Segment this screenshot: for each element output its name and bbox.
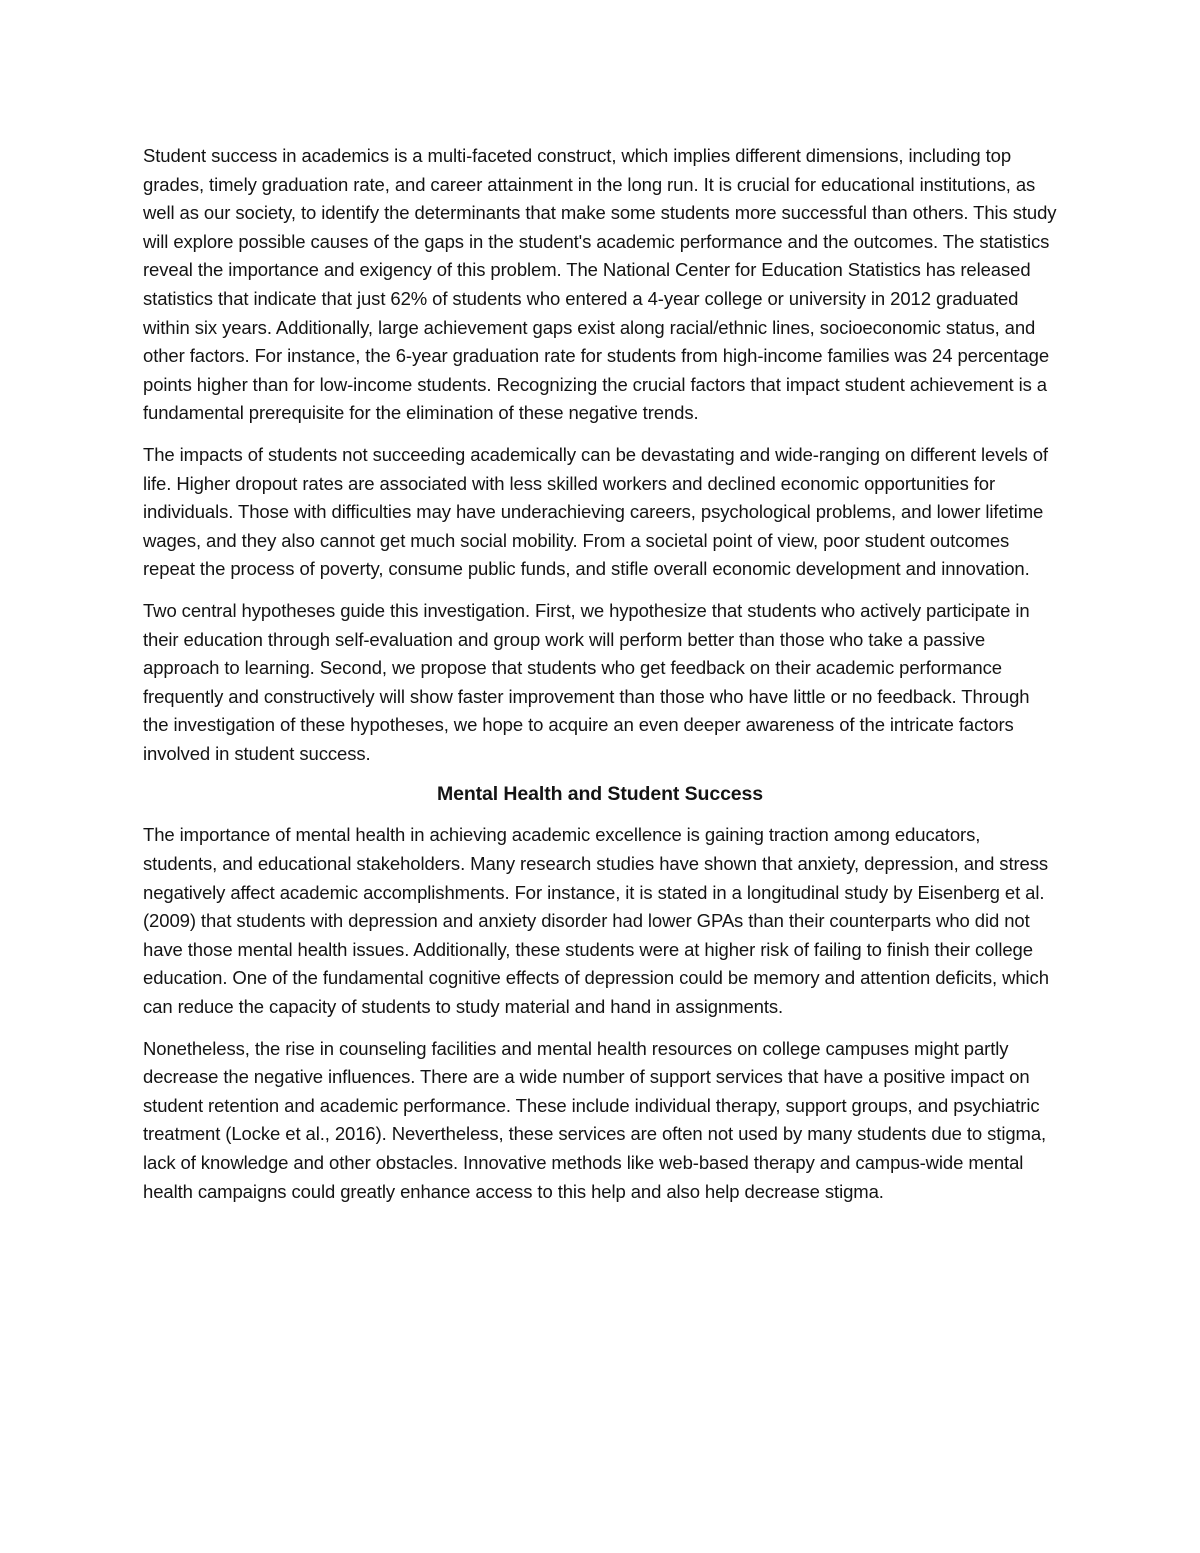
paragraph-counseling-resources: Nonetheless, the rise in counseling facilities and mental health resources on college campuses might partly decrease the negative influences. There are a wide number of support services that have a positive impact on student retention and academic performance. These include individual therapy, support groups, and psychiatric treatment (Locke et al., 2016). Nevertheless, these services are often not used by many students due to stigma, lack of knowledge and other obstacles. Innovative methods like web-based therapy and campus-wide mental health campaigns could greatly enhance access to this help and also help decrease stigma. [143,1037,1047,1202]
paragraph-hypotheses: Two central hypotheses guide this investigation. First, we hypothesize that students who actively participate in their education through self-evaluation and group work will perform better than those who take a passive approach to learning. Second, we propose that students who get feedback on their academic performance frequently and constructively will show faster improvement than those who have little or no feedback. Through the investigation of these hypotheses, we hope to acquire an even deeper awareness of the intricate factors involved in student success. [143,599,1030,764]
paragraph-student-success-intro: Student success in academics is a multi-faceted construct, which implies different dimensions, including top grades, timely graduation rate, and career attainment in the long run. It is crucial for educational institutions, as well as our society, to identify the determinants that make some students more successful than others. This study will explore possible causes of the gaps in the student's academic performance and the outcomes. The statistics reveal the importance and exigency of this problem. The National Center for Education Statistics has released statistics that indicate that just 62% of students who entered a 4-year college or university in 2012 graduated within six years. Additionally, large achievement gaps exist along racial/ethnic lines, socioeconomic status, and other factors. For instance, the 6-year graduation rate for students from high-income families was 24 percentage points higher than for low-income students. Recognizing the crucial factors that impact student achievement is a fundamental prerequisite for the elimination of these negative trends. [143,145,1057,424]
paragraph-mental-health-importance: The importance of mental health in achieving academic excellence is gaining traction among educators, students, and educational stakeholders. Many research studies have shown that anxiety, depression, and stress negatively affect academic accomplishments. For instance, it is stated in a longitudinal study by Eisenberg et al. (2009) that students with depression and anxiety disorder had lower GPAs than their counterparts who did not have those mental health issues. Additionally, these students were at higher risk of failing to finish their college education. One of the fundamental cognitive effects of depression could be memory and attention deficits, which can reduce the capacity of students to study material and hand in assignments. [143,824,1049,1018]
section-heading-mental-health: Mental Health and Student Success [436,783,764,806]
paragraph-impacts: The impacts of students not succeeding academically can be devastating and wide-ranging on different levels of life. Higher dropout rates are associated with less skilled workers and declined economic opportunities for individuals. Those with difficulties may have underachieving careers, psychological problems, and lower lifetime wages, and they also cannot get much social mobility. From a societal point of view, poor student outcomes repeat the process of poverty, consume public funds, and stifle overall economic development and innovation. [143,443,1048,580]
